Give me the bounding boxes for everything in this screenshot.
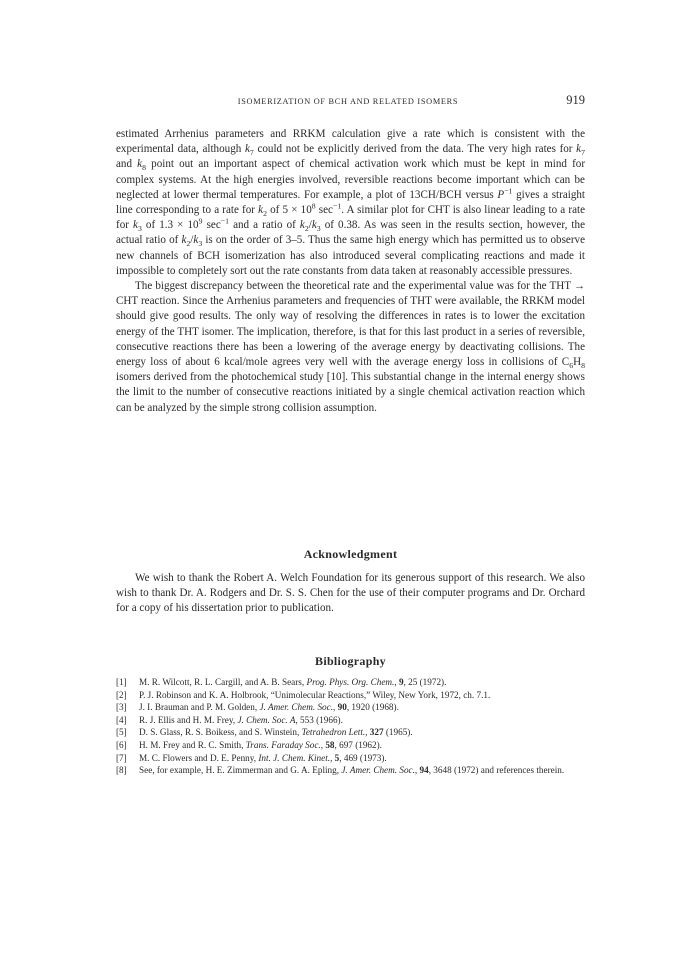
- reference-volume: , 58,: [320, 739, 337, 750]
- acknowledgment-heading: Acknowledgment: [303, 547, 398, 561]
- reference-number: [4]: [116, 714, 127, 725]
- reference-item: [116, 701, 585, 714]
- reference-pages: 1920 (1968).: [349, 702, 399, 713]
- reference-pages: 553 (1966).: [297, 714, 343, 725]
- acknowledgment-section: [116, 547, 585, 562]
- page-number: 919: [566, 93, 585, 107]
- reference-item: [116, 739, 585, 752]
- reference-authors: M. C. Flowers and D. E. Penny,: [139, 752, 259, 763]
- acknowledgment-text: We wish to thank the Robert A. Welch Foundation for its generous support of this research. We also wish to thank Dr. A. Rodgers and Dr. S. S. Chen for the use of their computer programs and Dr. Orchard for a copy of his dissertation prior to publication.: [116, 572, 585, 615]
- reference-authors: J. I. Brauman and P. M. Golden,: [139, 702, 260, 713]
- running-title: ISOMERIZATION OF BCH AND RELATED ISOMERS: [237, 97, 459, 106]
- body-text: [116, 127, 585, 416]
- reference-item: [116, 752, 585, 765]
- reference-pages: (1965).: [383, 727, 413, 738]
- reference-pages: 469 (1973).: [341, 752, 387, 763]
- reference-authors: H. M. Frey and R. C. Smith,: [139, 739, 246, 750]
- reference-number: [5]: [116, 727, 127, 738]
- reference-journal: J. Amer. Chem. Soc.: [259, 702, 334, 713]
- reference-item: [116, 676, 585, 689]
- reference-volume: , 90,: [333, 702, 350, 713]
- reference-journal: J. Amer. Chem. Soc.: [341, 765, 415, 776]
- reference-pages: 3648 (1972) and references therein.: [431, 765, 565, 776]
- reference-number: [2]: [116, 689, 127, 700]
- reference-item: [116, 689, 585, 702]
- reference-journal: Tetrahedron Lett.: [301, 727, 366, 738]
- reference-item: [116, 714, 585, 727]
- reference-pages: 697 (1962).: [336, 739, 382, 750]
- reference-authors: M. R. Wilcott, R. L. Cargill, and A. B. Sears,: [139, 677, 307, 687]
- reference-authors: D. S. Glass, R. S. Boikess, and S. Winstein,: [139, 727, 302, 738]
- reference-number: [1]: [116, 677, 127, 687]
- reference-item: [116, 726, 585, 739]
- reference-volume: , 94,: [414, 765, 431, 776]
- reference-pages: 25 (1972).: [405, 677, 447, 687]
- reference-volume: ,: [295, 714, 298, 725]
- bibliography-section: [116, 654, 585, 669]
- paragraph-2: The biggest discrepancy between the theoretical rate and the experimental value was for the THT → CHT reaction. Since the Arrhenius parameters and frequencies of THT were available, the RRKM model should give good results. The only way of resolving the differences in rates is to lower the excitation energy of the THT isomer. The implication, therefore, is that for this last product in a series of reversible, consecutive reactions there has been a lowering of the average energy by deactivating collisions. The energy loss of about 6 kcal/mole agrees very well with the average energy loss in collisions of $C_6H_8$ isomers derived from the photochemical study [10]. This substantial change in the internal energy shows the limit to the number of consecutive reactions initiated by a single chemical activation reaction which can be analyzed by the simple strong collision assumption.: [116, 280, 585, 414]
- reference-number: [3]: [116, 702, 127, 713]
- acknowledgment-body: [116, 571, 585, 617]
- reference-journal: Trans. Faraday Soc.: [245, 739, 321, 750]
- reference-journal: J. Chem. Soc. A: [237, 714, 296, 725]
- reference-number: [6]: [116, 739, 127, 750]
- reference-item: [116, 764, 585, 777]
- reference-volume: , 5,: [330, 752, 342, 763]
- reference-authors: P. J. Robinson and K. A. Holbrook, “Unimolecular Reactions,” Wiley, New York, 1972, ch. 7.1.: [139, 689, 491, 700]
- reference-number: [7]: [116, 752, 127, 763]
- reference-volume: , 9,: [394, 677, 406, 687]
- bibliography-heading: Bibliography: [315, 654, 386, 668]
- reference-volume: , 327: [365, 727, 384, 738]
- paragraph-1: estimated Arrhenius parameters and RRKM calculation give a rate which is consistent with the experimental data, although $k_7$ could not be explicitly derived from the data. The very high rates for $k_7$ and $k_8$ point out an important aspect of chemical activation work which must be kept in mind for complex systems. At the high energies involved, reversible reactions become important which can be neglected at lower thermal temperatures. For example, a plot of 13CH/BCH versus $P^{-1}$ gives a straight line corresponding to a rate for $k_2$ of $5 \times 10^8$ $\sec^{-1}$. A similar plot for CHT is also linear leading to a rate for $k_3$ of $1.3 \times 10^9$ $\sec^{-1}$ and a ratio of $k_2/k_3$ of 0.38. As was seen in the results section, however, the actual ratio of $k_2/k_3$ is on the order of 3–5. Thus the same high energy which has permitted us to observe new channels of BCH isomerization has also introduced several complicating reactions and made it impossible to completely sort out the rate constants from data taken at reasonably accessible pressures.: [116, 128, 586, 277]
- reference-journal: Int. J. Chem. Kinet.: [258, 752, 331, 763]
- reference-list: [116, 676, 585, 777]
- reference-journal: Prog. Phys. Org. Chem.: [306, 677, 395, 687]
- reference-authors: See, for example, H. E. Zimmerman and G. A. Epling,: [139, 765, 342, 776]
- reference-authors: R. J. Ellis and H. M. Frey,: [139, 714, 238, 725]
- reference-number: [8]: [116, 765, 127, 776]
